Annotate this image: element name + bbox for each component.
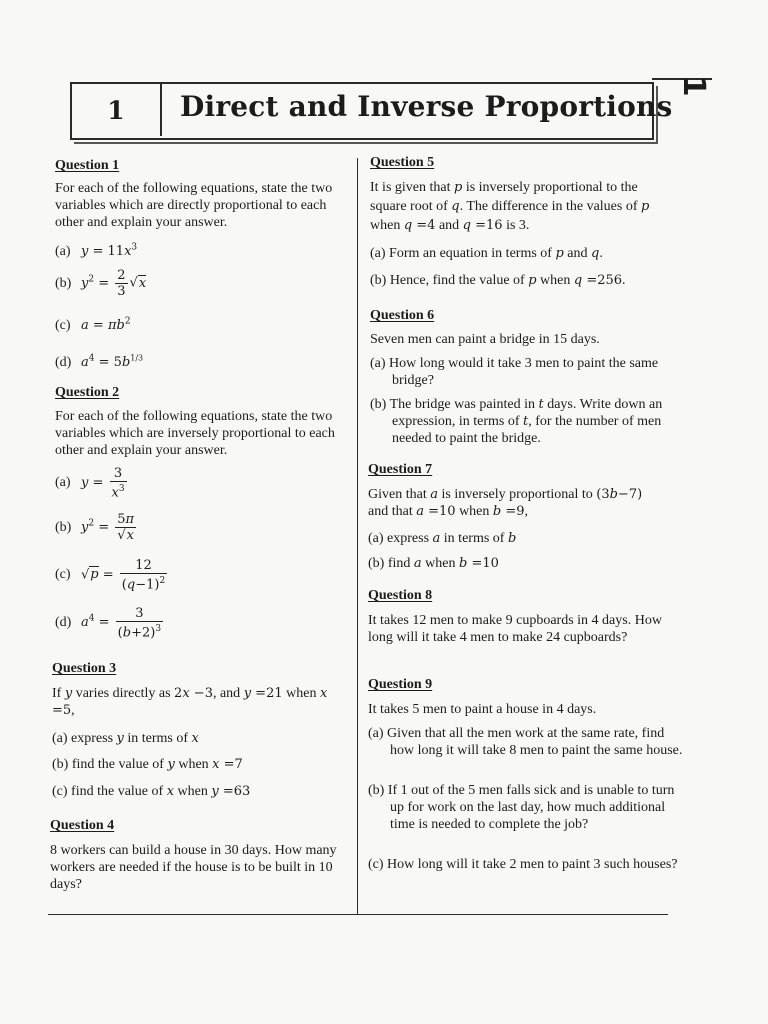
q2-d-label: (d)	[55, 615, 72, 631]
chapter-number: 1	[72, 84, 162, 136]
question-2-part-d: (d) $a^4$ = $\frac{3}{(b+2)^3}$	[55, 606, 162, 641]
column-divider	[357, 158, 358, 914]
question-6-heading: Question 6	[370, 308, 435, 323]
question-6-intro: Seven men can paint a bridge in 15 days.	[370, 332, 600, 347]
question-7-part-b: (b) find a when b =10	[368, 556, 499, 571]
question-4-heading: Question 4	[50, 818, 115, 833]
bottom-rule	[48, 914, 668, 915]
question-1-intro: For each of the following equations, state the two variables which are directly proportional to each other and explain your answer.	[55, 181, 333, 230]
question-7-heading: Question 7	[368, 462, 433, 477]
q2-c-label: (c)	[55, 567, 71, 583]
question-6-part-b: (b) The bridge was painted in t days. Write down an expression, in terms of t, for the number of men needed to paint the bridge.	[370, 397, 663, 446]
question-4-text: 8 workers can build a house in 30 days. How many workers are needed if the house is to be built in 10 days?	[50, 843, 337, 892]
question-6-part-a: (a) How long would it take 3 men to paint the same bridge?	[370, 356, 659, 388]
side-page-number: 1	[676, 75, 711, 97]
question-8-text: It takes 12 men to make 9 cupboards in 4 days. How long will it take 4 men to make 24 cupboards?	[368, 613, 662, 645]
question-7-intro: Given that a is inversely proportional to (3b−7) and that a =10 when b =9,	[368, 487, 643, 519]
question-9-intro: It takes 5 men to paint a house in 4 days.	[368, 702, 597, 717]
question-2-heading: Question 2	[55, 385, 120, 400]
question-2-part-c: (c) √p = $\frac{12}{(q-1)^2}$	[55, 558, 166, 593]
question-9-part-c: (c) How long will it take 2 men to paint 3 such houses?	[368, 857, 678, 872]
question-7-part-a: (a) express a in terms of b	[368, 531, 517, 546]
question-9-part-b: (b) If 1 out of the 5 men falls sick and is unable to turn up for work on the last day, how much additional time is needed to complete the job?	[368, 783, 675, 832]
question-3-part-b: (b) find the value of y when x =7	[52, 757, 243, 772]
q2-a-label: (a)	[55, 475, 71, 491]
question-3-part-a: (a) express y in terms of x	[52, 731, 199, 746]
q1-b-label: (b)	[55, 275, 72, 291]
question-3-intro: If y varies directly as 2x −3, and y =21 when x =5,	[52, 686, 328, 718]
question-1-part-b: (b) $y^2$ = $\frac{2}{3}$ √x	[55, 268, 147, 299]
question-3-part-c: (c) find the value of x when y =63	[52, 784, 251, 799]
question-5-heading: Question 5	[370, 155, 435, 170]
question-5-intro: It is given that p is inversely proportional to the square root of q. The difference in the values of p when q =4 and q =16 is 3.	[370, 180, 650, 233]
question-9-part-a: (a) Given that all the men work at the same rate, find how long it will take 8 men to paint the same house.	[368, 726, 683, 758]
question-3-heading: Question 3	[52, 661, 117, 676]
question-1-part-d: (d) $a^4 = 5b^{1/3}$	[55, 354, 144, 371]
question-5-part-a: (a) Form an equation in terms of p and q.	[370, 246, 603, 261]
question-2-part-b: (b) $y^2$ = $\frac{5\pi}{√x}$	[55, 512, 135, 543]
question-9-heading: Question 9	[368, 677, 433, 692]
q1-d-label: (d)	[55, 355, 72, 371]
question-8-heading: Question 8	[368, 588, 433, 603]
question-1-part-a: (a) $y = 11x^3$	[55, 243, 138, 260]
q1-a-label: (a)	[55, 244, 71, 260]
question-1-part-c: (c) $a = \pi b^2$	[55, 317, 131, 334]
chapter-title: Direct and Inverse Proportions	[180, 90, 673, 123]
q1-c-label: (c)	[55, 318, 71, 334]
question-1-heading: Question 1	[55, 158, 120, 173]
question-2-intro: For each of the following equations, state the two variables which are inversely proportional to each other and explain your answer.	[55, 409, 335, 458]
question-2-part-a: (a) y = $\frac{3}{x^3}$	[55, 466, 125, 501]
q2-b-label: (b)	[55, 519, 72, 535]
question-5-part-b: (b) Hence, find the value of p when q =256.	[370, 273, 626, 288]
